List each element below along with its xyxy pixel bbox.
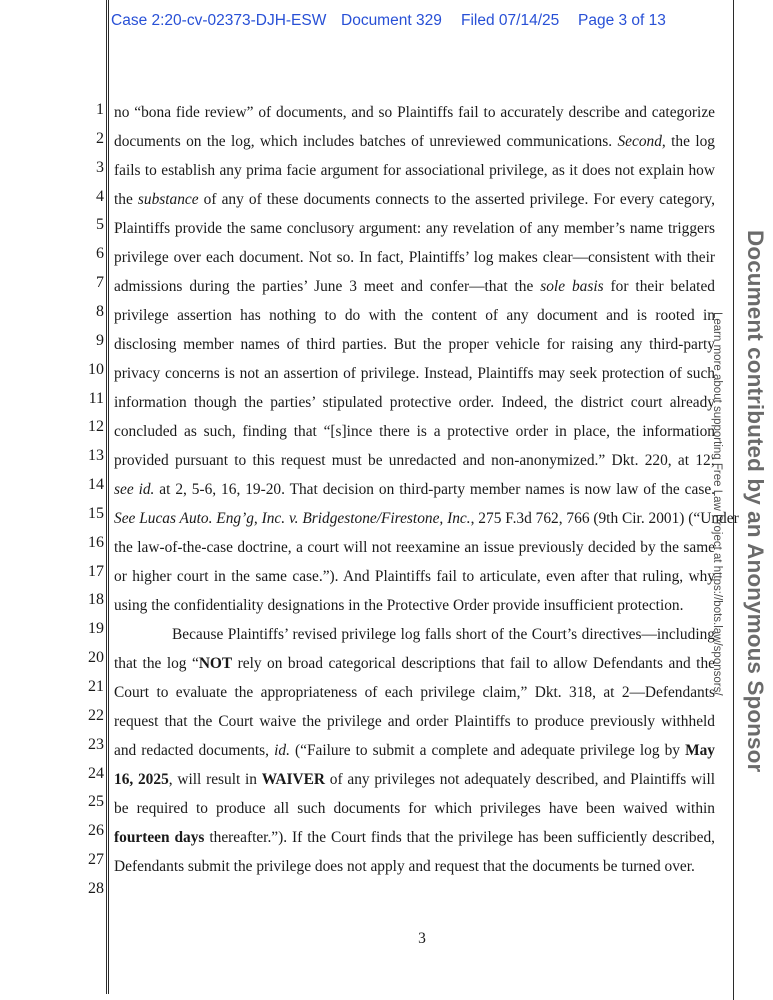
body-text-line [114, 712, 715, 732]
line-number: 26 [88, 822, 104, 840]
body-text-line [114, 277, 715, 297]
text-run: , will result in [168, 771, 262, 788]
text-run: admissions during the parties’ June 3 meet and confer—that the [114, 278, 541, 295]
body-text-line [114, 538, 715, 558]
body-text-line [114, 393, 715, 413]
line-number: 5 [96, 216, 104, 234]
bold-text: NOT [198, 655, 233, 672]
text-run: that the log “ [114, 655, 199, 672]
text-run: or higher court in the same case.”). And Plaintiffs fail to articulate, even after that ruling, why [114, 568, 715, 585]
text-run: of any of these documents connects to the asserted privilege. For every category, [198, 191, 715, 208]
italic-text: sole basis [540, 278, 604, 295]
line-number: 14 [88, 476, 104, 494]
text-run: provided pursuant to this request must be unredacted and non-anonymized.” Dkt. 220, at 12; [114, 452, 715, 469]
line-number: 2 [96, 129, 104, 147]
text-run: , 275 F.3d 762, 766 (9th Cir. 2001) (“Under [470, 510, 739, 527]
text-run: thereafter.”). If the Court finds that the privilege has been sufficiently described, [204, 829, 715, 846]
bold-text: fourteen days [114, 829, 205, 846]
line-number: 13 [88, 447, 104, 465]
body-text-line [114, 451, 715, 471]
text-run: disclosing member names of third parties. But the proper vehicle for raising any third-party [114, 336, 715, 353]
line-number: 28 [88, 879, 104, 897]
body-text-line [114, 857, 715, 877]
line-number: 9 [96, 331, 104, 349]
body-text-line [114, 248, 715, 268]
text-run: at 2, 5-6, 16, 19-20. That decision on third-party member names is now law of the case. [154, 481, 715, 498]
italic-text: Second [617, 133, 662, 150]
body-text-line [114, 509, 739, 529]
text-run: Plaintiffs provide the same conclusory argument: any revelation of any member’s name triggers [114, 220, 715, 237]
right-margin-rule [733, 0, 734, 1000]
body-text-line [114, 654, 715, 674]
text-run: the [114, 191, 138, 208]
body-text-line [114, 683, 715, 703]
body-text-line [114, 364, 715, 384]
body-text-line [114, 306, 715, 326]
line-number: 24 [88, 764, 104, 782]
text-run: concluded as such, finding that “[s]ince there is a protective order in place, the information [114, 423, 715, 440]
text-run: request that the Court waive the privilege and order Plaintiffs to produce previously withheld [114, 713, 715, 730]
line-number: 23 [88, 735, 104, 753]
line-number: 3 [96, 158, 104, 176]
body-text-line [114, 828, 715, 848]
body-text-line [114, 219, 715, 239]
text-run: the law-of-the-case doctrine, a court will not reexamine an issue previously decided by the same [114, 539, 715, 556]
body-text-line [114, 103, 715, 123]
line-number: 15 [88, 504, 104, 522]
body-text-line [114, 480, 715, 500]
body-text-line [114, 132, 715, 152]
text-run: Court to evaluate the appropriateness of each privilege claim,” Dkt. 318, at 2—Defendants [114, 684, 715, 701]
italic-text: id. [274, 742, 290, 759]
body-text-line [114, 799, 715, 819]
sponsor-banner: Document contributed by an Anonymous Sponsor [743, 230, 768, 773]
body-text-line [114, 161, 715, 181]
line-number: 18 [88, 591, 104, 609]
italic-text: substance [137, 191, 199, 208]
document-header [111, 12, 711, 34]
body-text-line [114, 567, 715, 587]
line-number: 11 [88, 389, 104, 407]
left-margin-rule-inner [108, 0, 109, 994]
page-indicator: Page 3 of 13 [578, 12, 666, 29]
document-number: Document 329 [341, 12, 442, 29]
body-text-line [114, 770, 715, 790]
text-run: using the confidentiality designations in the Protective Order provide insufficient protection. [114, 597, 684, 614]
body-text-line [114, 741, 715, 761]
text-run: privilege over each document. Not so. In fact, Plaintiffs’ log makes clear—consistent with their [114, 249, 715, 266]
case-number: Case 2:20-cv-02373-DJH-ESW [111, 12, 327, 29]
text-run: rely on broad categorical descriptions that fail to allow Defendants and the [232, 655, 715, 672]
body-text-line [172, 625, 715, 645]
line-number: 22 [88, 706, 104, 724]
text-run: privilege assertion has nothing to do with the content of any document and is rooted in [114, 307, 715, 324]
text-run: be required to produce all such documents for which privileges have been waived within [114, 800, 715, 817]
text-run: privacy concerns is not an assertion of privilege. Instead, Plaintiffs may seek protection of such [114, 365, 715, 382]
line-number: 4 [96, 187, 104, 205]
text-run: of any privileges not adequately described, and Plaintiffs will [325, 771, 715, 788]
bold-text: 16, 2025 [114, 771, 169, 788]
line-number: 19 [88, 620, 104, 638]
line-number: 1 [96, 101, 104, 118]
italic-text: see id. [114, 481, 155, 498]
left-margin-rule [106, 0, 107, 994]
line-number: 17 [88, 562, 104, 580]
line-number: 20 [88, 649, 104, 667]
line-number: 7 [96, 274, 104, 292]
text-run: fails to establish any prima facie argument for associational privilege, as it does not explain how [114, 162, 715, 179]
body-text-line [114, 335, 715, 355]
line-number: 10 [88, 360, 104, 378]
bold-text: May [685, 742, 715, 759]
page-number: 3 [418, 930, 426, 947]
text-run: documents on the log, which includes batches of unreviewed communications. [114, 133, 618, 150]
text-run: , the log [661, 133, 716, 150]
line-number: 25 [88, 793, 104, 811]
text-run: Because Plaintiffs’ revised privilege log falls short of the Court’s directives—including [172, 626, 715, 643]
line-number: 12 [88, 418, 104, 436]
bold-text: WAIVER [261, 771, 326, 788]
body-text-line [114, 190, 715, 210]
filed-date: Filed 07/14/25 [461, 12, 560, 29]
text-run: and redacted documents, [114, 742, 275, 759]
text-run: information though the parties’ stipulated protective order. Indeed, the district court already [114, 394, 715, 411]
line-number: 21 [88, 678, 104, 695]
text-run: no “bona fide review” of documents, and so Plaintiffs fail to accurately describe and categorize [114, 104, 715, 121]
line-number: 8 [96, 302, 104, 320]
text-run: (“Failure to submit a complete and adequate privilege log by [289, 742, 686, 759]
body-text-line [114, 596, 715, 616]
sponsor-link[interactable]: Learn more about supporting Free Law Project at https://bots.law/sponsors/ [711, 312, 723, 696]
body-text-line [114, 422, 715, 442]
text-run: for their belated [603, 278, 715, 295]
line-number: 6 [96, 245, 104, 263]
line-number: 16 [88, 533, 104, 551]
italic-text: See Lucas Auto. Eng’g, Inc. v. Bridgestone/Firestone, Inc. [114, 510, 471, 527]
text-run: Defendants submit the privilege does not apply and request that the documents be turned over. [114, 858, 695, 875]
line-number: 27 [88, 851, 104, 869]
